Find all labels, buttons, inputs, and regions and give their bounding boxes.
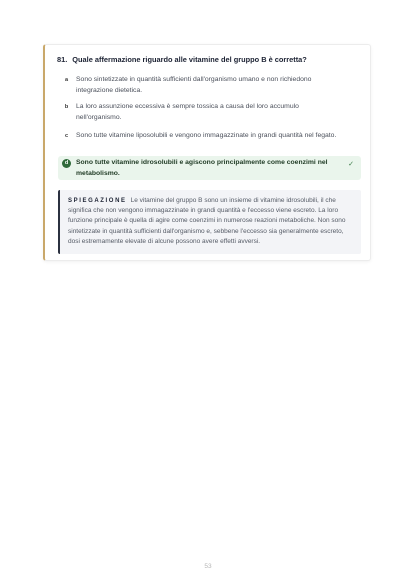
explanation-box (58, 190, 361, 254)
checkmark-icon: ✓ (348, 161, 354, 168)
question-title (57, 55, 357, 65)
option-a[interactable] (62, 75, 362, 97)
question-text: Quale affermazione riguardo alle vitamine del gruppo B è corretta? (72, 55, 307, 64)
option-d-letter: d (62, 159, 71, 168)
option-a-text: Sono sintetizzate in quantità sufficienti dall'organismo umano e non richiedono integrazione dietetica. (76, 76, 312, 94)
option-d-correct[interactable] (58, 156, 361, 180)
explanation-body (68, 196, 355, 247)
option-a-letter: a (64, 77, 69, 83)
option-c-text: Sono tutte vitamine liposolubili e vengono immagazzinate in grandi quantità nel fegato. (76, 132, 337, 139)
option-b[interactable] (62, 102, 362, 124)
option-c[interactable] (62, 131, 362, 153)
question-number: 81. (57, 55, 68, 64)
explanation-label: SPIEGAZIONE (68, 198, 127, 204)
page-number: 53 (204, 563, 212, 570)
option-d-text: Sono tutte vitamine idrosolubili e agiscono principalmente come coenzimi nel metabolismo. (76, 159, 328, 177)
question-card (43, 44, 371, 261)
option-b-text: La loro assunzione eccessiva è sempre tossica a causa del loro accumulo nell'organismo. (76, 103, 299, 121)
explanation-text: Le vitamine del gruppo B sono un insieme di vitamine idrosolubili, il che significa che non vengono immagazzinate in grandi quantità e l'eccesso viene escreto. La loro funzione principale è quella di agire come coenzimi in numerose reazioni metaboliche. Non sono sintetizzate in quantità sufficienti dall'organismo e, sebbene l'eccesso sia generalmente escreto, dosi estremamente elevate di alcune possono avere effetti avversi. (68, 197, 346, 245)
option-b-letter: b (64, 104, 69, 110)
option-c-letter: c (64, 133, 69, 139)
